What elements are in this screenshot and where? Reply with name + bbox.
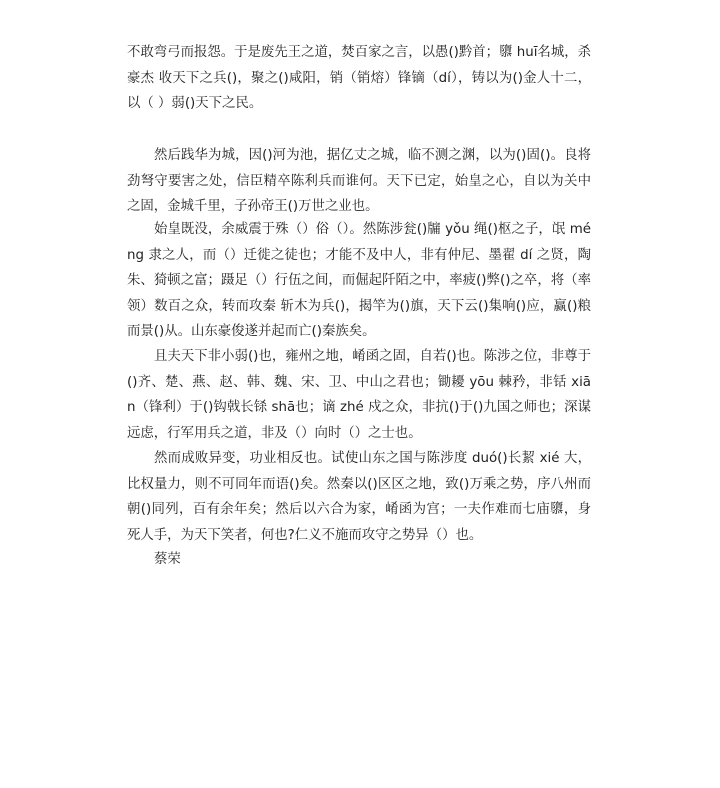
paragraph-2: 然后践华为城，因()河为池，据亿丈之城，临不测之渊，以为()固()。良将劲弩守要害之处，信臣精卒陈利兵而谁何。天下已定，始皇之心，自以为关中之固，金城千里，子孙帝王()万世之业也。 bbox=[127, 148, 591, 214]
paragraph-4: 且夫天下非小弱()也，雍州之地，崤函之固，自若()也。陈涉之位，非尊于()齐、楚、燕、赵、韩、魏、宋、卫、中山之君也；锄耰 yōu 棘矜，非铦 xiān（锋利）于()钩戟长铩 shā也；谪 zhé 戍之众，非抗()于()九国之师也；深谋远虑，行军用兵之道，非及（）向时（）之士也。 bbox=[127, 349, 591, 441]
paragraph-5: 然而成败异变，功业相反也。试使山东之国与陈涉度 duó()长絜 xié 大，比权量力，则不可同年而语()矣。然秦以()区区之地，致()万乘之势，序八州而朝()同列，百有余年矣；然后以六合为家，崤函为宫；一夫作难而七庙隳，身死人手，为天下笑者，何也?仁义不施而攻守之势异（）也。 bbox=[127, 451, 591, 543]
author-name: 蔡荣 bbox=[154, 552, 181, 567]
paragraph-1: 不敢弯弓而报怨。于是废先王之道，焚百家之言，以愚()黔首；隳 huī名城，杀豪杰 收天下之兵()，聚之()咸阳，销（销熔）锋镝（dí），铸以为()金人十二，以（ ）弱()天下之民。 bbox=[127, 45, 591, 111]
paragraph-3: 始皇既没，余威震于殊（）俗（）。然陈涉瓮()牖 yǒu 绳()枢之子，氓 méng 隶之人，而（）迁徙之徒也；才能不及中人，非有仲尼、墨翟 dí 之贤，陶朱、猗顿之富；蹑足（）行伍之间，而倔起阡陌之中，率疲()弊()之卒，将（率领）数百之众，转而攻秦 斩木为兵()，揭竿为()旗，天下云()集响()应，赢()粮而景()从。山东豪俊遂并起而亡()秦族矣。 bbox=[127, 222, 591, 339]
